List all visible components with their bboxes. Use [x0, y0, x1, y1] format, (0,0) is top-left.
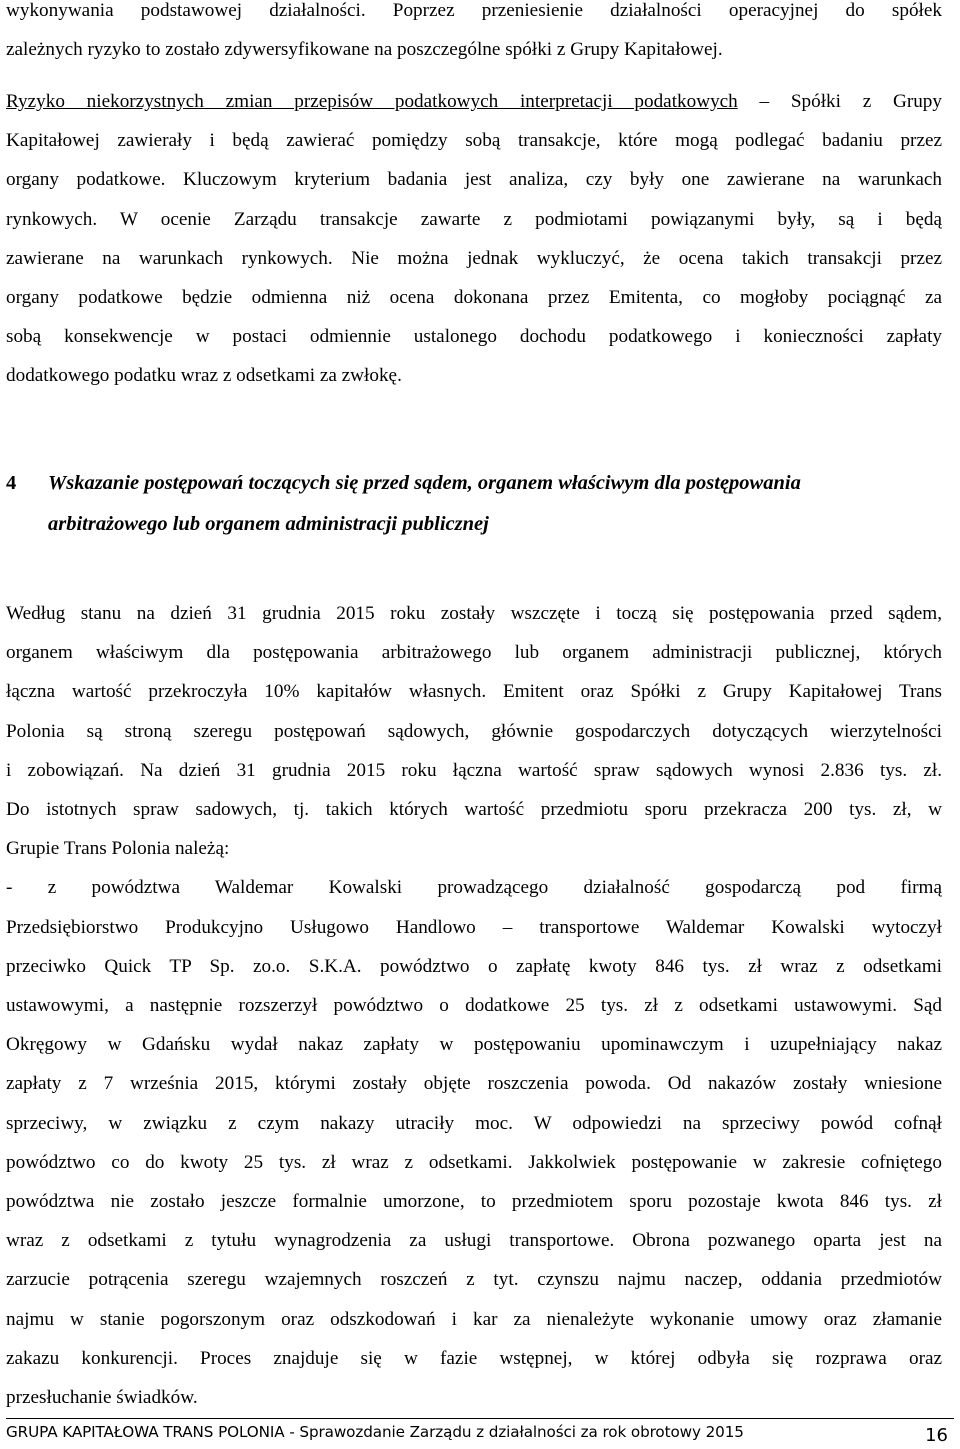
- text-line: [6, 82, 942, 121]
- text-line: wraz z odsetkami z tytułu wynagrodzenia za usługi transportowe. Obrona pozwanego oparta jest na: [6, 1230, 942, 1252]
- text-line: sobą konsekwencje w postaci odmiennie ustalonego dochodu podatkowego i konieczności zapłaty: [6, 326, 942, 348]
- text-line: najmu w stanie pogorszonym oraz odszkodowań i kar za nienależyte wykonanie umowy oraz złamanie: [6, 1308, 942, 1330]
- risk-title-underlined: Ryzyko niekorzystnych zmian przepisów podatkowych interpretacji podatkowych: [6, 91, 738, 112]
- text-line: Okręgowy w Gdańsku wydał nakaz zapłaty w postępowaniu upominawczym i uzupełniający nakaz: [6, 1034, 942, 1056]
- text-line: Kapitałowej zawierały i będą zawierać pomiędzy sobą transakcje, które mogą podlegać badaniu przez: [6, 130, 942, 152]
- footer-title: GRUPA KAPITAŁOWA TRANS POLONIA - Sprawozdanie Zarządu z działalności za rok obrotowy 2015: [6, 1423, 744, 1441]
- text-line: powództwa nie zostało jeszcze formalnie umorzone, to przedmiotem sporu pozostaje kwota 846 tys. zł: [6, 1191, 942, 1213]
- text-line: zależnych ryzyko to zostało zdywersyfikowane na poszczególne spółki z Grupy Kapitałowej.: [6, 39, 723, 61]
- text-line: i zobowiązań. Na dzień 31 grudnia 2015 roku łączna wartość spraw sądowych wynosi 2.836 tys. zł.: [6, 759, 942, 781]
- paragraph-tax-risk: [6, 82, 942, 396]
- page-number: 16: [925, 1425, 948, 1446]
- text-line: - z powództwa Waldemar Kowalski prowadzącego działalność gospodarczą pod firmą: [6, 877, 942, 899]
- text-line: sprzeciwy, w związku z czym nakazy utraciły moc. W odpowiedzi na sprzeciwy powód cofnął: [6, 1112, 942, 1134]
- text-line: organem właściwym dla postępowania arbitrażowego lub organem administracji publicznej, których: [6, 642, 942, 664]
- page-footer: [6, 1418, 954, 1449]
- text-line: zawierane na warunkach rynkowych. Nie można jednak wykluczyć, że ocena takich transakcji przez: [6, 247, 942, 269]
- text-line: Przedsiębiorstwo Produkcyjno Usługowo Handlowo – transportowe Waldemar Kowalski wytoczył: [6, 916, 942, 938]
- text-line: Grupie Trans Polonia należą:: [6, 838, 230, 860]
- section-title-line-2: arbitrażowego lub organem administracji publicznej: [48, 513, 489, 535]
- section-title-line-1: Wskazanie postępowań toczących się przed sądem, organem właściwym dla postępowania: [48, 472, 801, 494]
- text-line: przesłuchanie świadków.: [6, 1387, 198, 1409]
- text-line: organy podatkowe. Kluczowym kryterium badania jest analiza, czy były one zawierane na warunkach: [6, 169, 942, 191]
- text-line: organy podatkowe będzie odmienna niż ocena dokonana przez Emitenta, co mogłoby pociągnąć za: [6, 287, 942, 309]
- paragraph-diversification: [6, 0, 942, 69]
- text-line: rynkowych. W ocenie Zarządu transakcje zawarte z podmiotami powiązanymi były, są i będą: [6, 208, 942, 230]
- text-line: Do istotnych spraw sadowych, tj. takich których wartość przedmiotu sporu przekracza 200 tys. zł, w: [6, 799, 942, 821]
- text-line: zapłaty z 7 września 2015, którymi zostały objęte roszczenia powoda. Od nakazów zostały wniesione: [6, 1073, 942, 1095]
- text-line: zakazu konkurencji. Proces znajduje się w fazie wstępnej, w której odbyła się rozprawa oraz: [6, 1347, 942, 1369]
- section-number: 4: [6, 472, 17, 494]
- text-line: zarzucie potrącenia szeregu wzajemnych roszczeń z tyt. czynszu najmu naczep, oddania przedmiotów: [6, 1269, 942, 1291]
- section-heading: [6, 463, 942, 545]
- text-line: dodatkowego podatku wraz z odsetkami za zwłokę.: [6, 365, 402, 387]
- risk-title-rest: – Spółki z Grupy: [737, 91, 942, 112]
- text-line: przeciwko Quick TP Sp. zo.o. S.K.A. powództwo o zapłatę kwoty 846 tys. zł wraz z odsetkami: [6, 955, 942, 977]
- text-line: łączna wartość przekroczyła 10% kapitałów własnych. Emitent oraz Spółki z Grupy Kapitałowej Trans: [6, 681, 942, 703]
- text-line: ustawowymi, a następnie rozszerzył powództwo o dodatkowe 25 tys. zł z odsetkami ustawowymi. Sąd: [6, 995, 942, 1017]
- text-line: Polonia są stroną szeregu postępowań sądowych, głównie gospodarczych dotyczących wierzytelności: [6, 720, 942, 742]
- text-line: powództwo co do kwoty 25 tys. zł wraz z odsetkami. Jakkolwiek postępowanie w zakresie cofniętego: [6, 1151, 942, 1173]
- paragraph-proceedings: [6, 594, 942, 1417]
- text-line: Według stanu na dzień 31 grudnia 2015 roku zostały wszczęte i toczą się postępowania przed sądem,: [6, 603, 942, 624]
- text-line: wykonywania podstawowej działalności. Poprzez przeniesienie działalności operacyjnej do spółek: [6, 0, 942, 21]
